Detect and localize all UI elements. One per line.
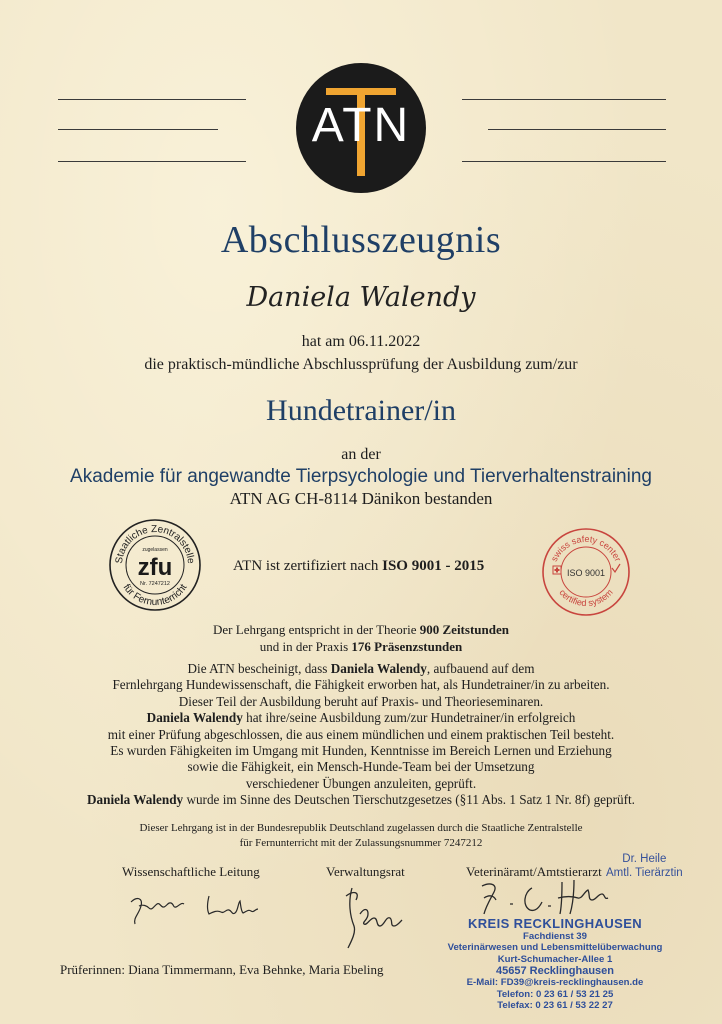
sgs-bottom-text: certified system: [557, 587, 615, 609]
exam-description: die praktisch-mündliche Abschlussprüfung der Ausbildung zum/zur: [144, 356, 578, 373]
zfu-logo-text: zfu: [137, 554, 173, 581]
swiss-cross-icon: [553, 566, 561, 574]
practice-hours-label: und in der Praxis: [259, 639, 349, 654]
kreis-stamp-email: E-Mail: FD39@kreis-recklinghausen.de: [466, 977, 644, 989]
body-line-1-a: Die ATN bescheinigt, dass: [187, 661, 328, 676]
body-line-5: mit einer Prüfung abgeschlossen, die aus einem mündlichen und einem praktischen Teil besteht.: [107, 726, 615, 742]
exam-date-line: hat am 06.11.2022: [301, 333, 421, 350]
signature-board: [330, 878, 410, 958]
body-line-4-b: hat ihre/seine Ausbildung zum/zur Hundetrainer/in erfolgreich: [242, 710, 576, 726]
iso-prefix: ATN ist zertifiziert nach: [233, 558, 379, 574]
signature-heading-vet: Veterinäramt/Amtstierarzt: [466, 864, 602, 879]
practice-hours-value: 176 Präsenzstunden: [351, 639, 463, 654]
recipient-name: Daniela Walendy: [246, 282, 476, 313]
body-line-1-name: Daniela Walendy: [330, 661, 427, 676]
body-line-9-name: Daniela Walendy: [87, 792, 184, 808]
heile-stamp-name: Dr. Heile: [622, 853, 667, 865]
approval-note: [0, 821, 722, 851]
header-line-right-2: [488, 129, 666, 130]
profession-title: Hundetrainer/in: [266, 394, 456, 427]
examiners-list: Prüferinnen: Diana Timmermann, Eva Behnke, Maria Ebeling: [60, 962, 384, 977]
body-line-4: [0, 710, 722, 726]
body-line-9: [0, 792, 722, 808]
header-line-left-1: [58, 99, 246, 100]
kreis-stamp-phone: Telefon: 0 23 61 / 53 21 25: [496, 988, 614, 1000]
kreis-recklinghausen-stamp: [430, 916, 680, 1011]
practice-hours: [0, 638, 722, 655]
header-line-left-3: [58, 161, 246, 162]
kreis-stamp-division: Veterinärwesen und Lebensmittelüberwachung: [447, 942, 663, 954]
zfu-seal: [108, 518, 202, 612]
academy-location: ATN AG CH-8114 Dänikon bestanden: [229, 489, 493, 508]
certificate-body: [0, 661, 722, 809]
body-line-9-b: wurde im Sinne des Deutschen Tierschutzgesetzes (§11 Abs. 1 Satz 1 Nr. 8f) geprüft.: [183, 792, 635, 808]
approval-line-1: Dieser Lehrgang ist in der Bundesrepublik Deutschland zugelassen durch die Staatliche Zentralstelle: [139, 822, 583, 834]
kreis-stamp-city: 45657 Recklinghausen: [495, 965, 614, 978]
swiss-safety-seal: [540, 526, 632, 618]
an-der-text: an der: [341, 446, 381, 463]
theory-hours: [0, 621, 722, 638]
body-line-3: Dieser Teil der Ausbildung beruht auf Praxis- und Theorieseminaren.: [178, 693, 544, 709]
body-line-1-b: , aufbauend auf dem: [426, 661, 535, 676]
academy-name: Akademie für angewandte Tierpsychologie und Tierverhaltenstraining: [70, 466, 652, 487]
kreis-stamp-name: KREIS RECKLINGHAUSEN: [467, 916, 643, 931]
kreis-stamp-street: Kurt-Schumacher-Allee 1: [497, 953, 613, 965]
sgs-top-text: swiss safety center: [548, 533, 624, 564]
zfu-small-text: zugelassen: [142, 547, 168, 553]
zfu-number-text: Nr. 7247212: [140, 581, 170, 587]
approval-line-2: für Fernunterricht mit der Zulassungsnummer 7247212: [239, 837, 483, 849]
body-line-4-name: Daniela Walendy: [146, 710, 243, 726]
signature-heading-scientific: Wissenschaftliche Leitung: [122, 864, 260, 879]
heile-stamp-title: Amtl. Tierärztin: [606, 867, 683, 879]
atn-logo: [296, 63, 426, 193]
certificate-title: Abschlusszeugnis: [220, 219, 502, 261]
signature-scientific: [125, 888, 275, 928]
zfu-bottom-text: für Fernunterricht: [120, 582, 190, 609]
atn-logo-text: ATN: [311, 99, 411, 152]
body-line-1: [0, 661, 722, 677]
check-icon: [612, 564, 620, 572]
header-line-right-3: [462, 161, 666, 162]
header-line-right-1: [462, 99, 666, 100]
zfu-top-text: Staatliche Zentralstelle: [113, 523, 197, 565]
sgs-center-text: ISO 9001: [566, 568, 606, 578]
header-line-left-2: [58, 129, 218, 130]
iso-certification: [233, 558, 484, 575]
body-line-2: Fernlehrgang Hundewissenschaft, die Fähigkeit erworben hat, als Hundetrainer/in zu arbeiten.: [112, 677, 610, 693]
body-line-8: verschiedener Übungen anzuleiten, geprüft.: [245, 775, 477, 791]
theory-hours-value: 900 Zeitstunden: [419, 622, 509, 637]
body-line-6: Es wurden Fähigkeiten im Umgang mit Hunden, Kenntnisse im Bereich Lernen und Erziehung: [110, 743, 612, 759]
iso-standard: ISO 9001 - 2015: [382, 558, 485, 574]
signature-heading-board: Verwaltungsrat: [326, 864, 405, 879]
svg-text:certified system: [557, 587, 614, 608]
kreis-stamp-department: Fachdienst 39: [523, 931, 587, 942]
kreis-stamp-fax: Telefax: 0 23 61 / 53 22 27: [497, 1000, 613, 1012]
theory-hours-label: Der Lehrgang entspricht in der Theorie: [213, 622, 417, 637]
body-line-7: sowie die Fähigkeit, ein Mensch-Hunde-Team bei der Umsetzung: [187, 759, 535, 775]
